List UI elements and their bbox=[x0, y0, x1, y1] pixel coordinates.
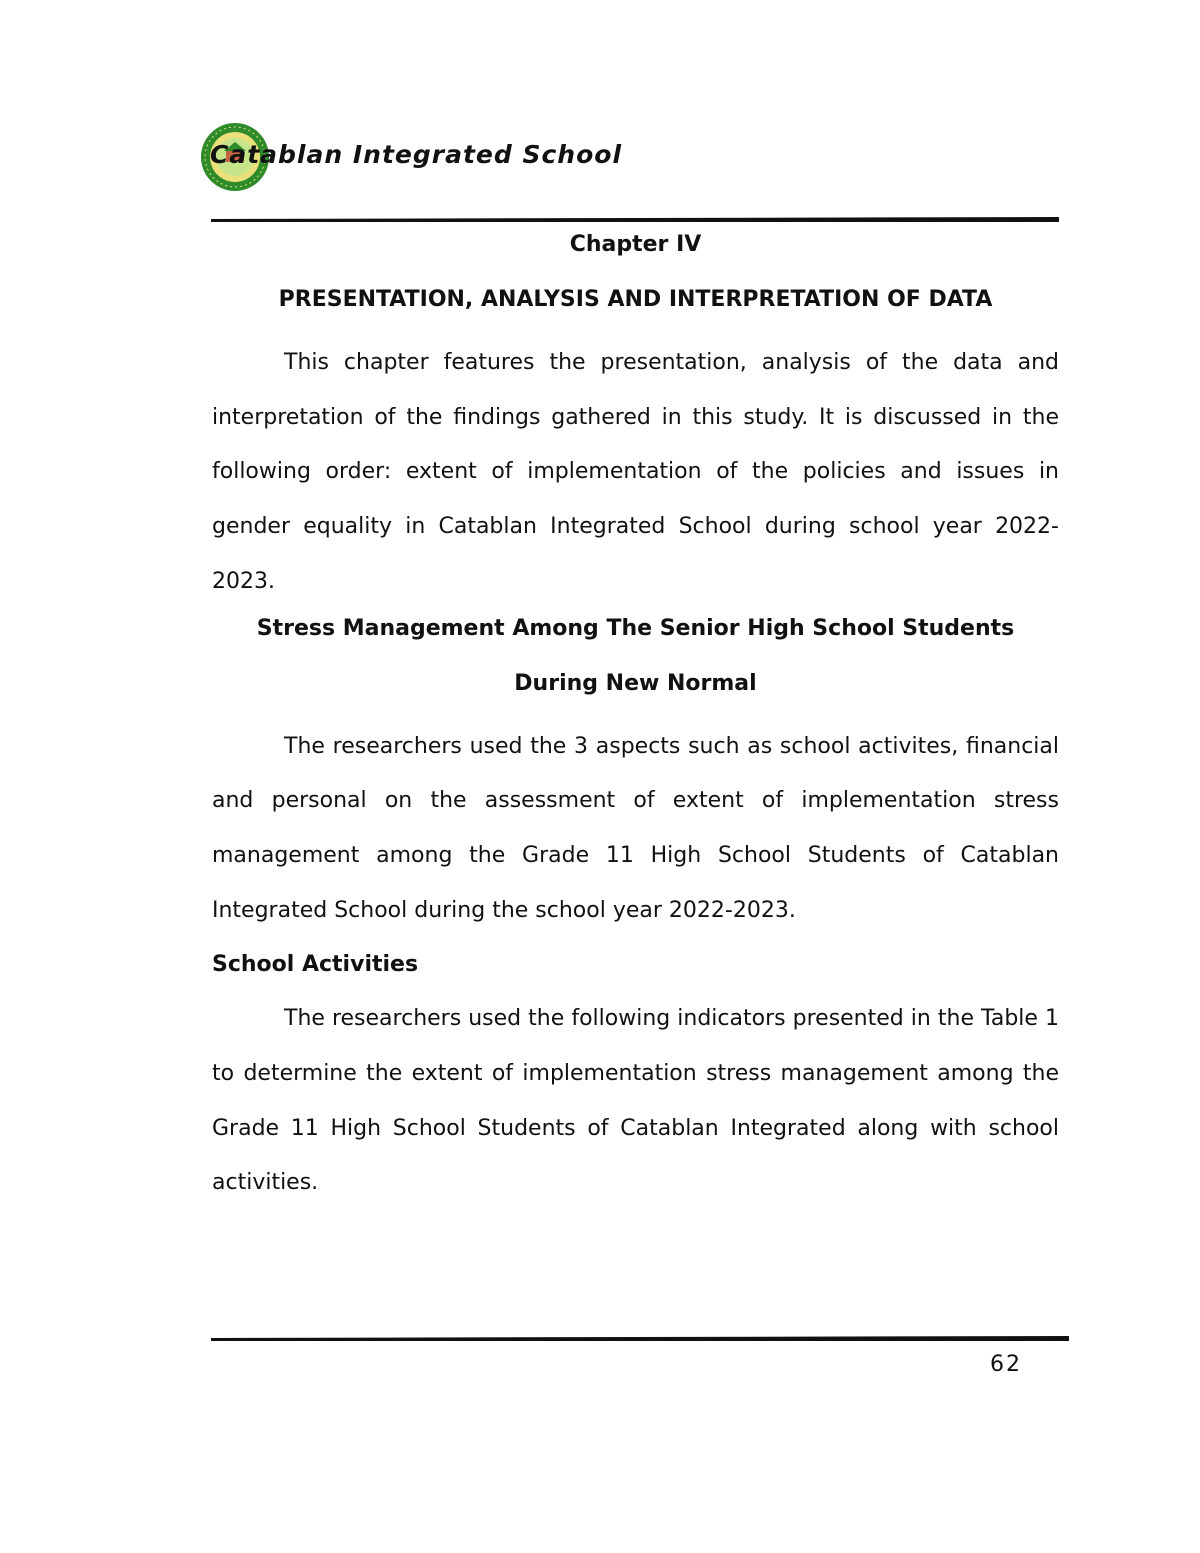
footer-divider bbox=[211, 1336, 1069, 1341]
chapter-intro-paragraph: This chapter features the presentation, analysis of the data and interpretation of the findings gathered in this study. It is discussed in the following order: extent of implementation of the policies and issues in gender equality in Catablan Integrated School during school year 2022-2023. bbox=[212, 350, 1059, 594]
page-number: 62 bbox=[990, 1352, 1022, 1377]
section-title-line-1: Stress Management Among The Senior High School Students bbox=[256, 615, 1015, 641]
subsection-paragraph: The researchers used the following indicators presented in the Table 1 to determine the extent of implementation stress management among the Grade 11 High School Students of Catablan Integrated along with school activities. bbox=[212, 1006, 1059, 1196]
header-divider bbox=[211, 217, 1059, 222]
section-paragraph: The researchers used the 3 aspects such as school activites, financial and personal on the assessment of extent of implementation stress management among the Grade 11 High School Students of Catablan Integrated School during the school year 2022-2023. bbox=[212, 733, 1059, 923]
section-title-line-2: During New Normal bbox=[514, 670, 757, 696]
chapter-number: Chapter IV bbox=[569, 232, 702, 257]
header-school-name: Catablan Integrated School bbox=[210, 140, 623, 169]
chapter-title: PRESENTATION, ANALYSIS AND INTERPRETATION OF DATA bbox=[278, 287, 993, 312]
page-body bbox=[212, 226, 1059, 1211]
subsection-title: School Activities bbox=[212, 952, 419, 978]
